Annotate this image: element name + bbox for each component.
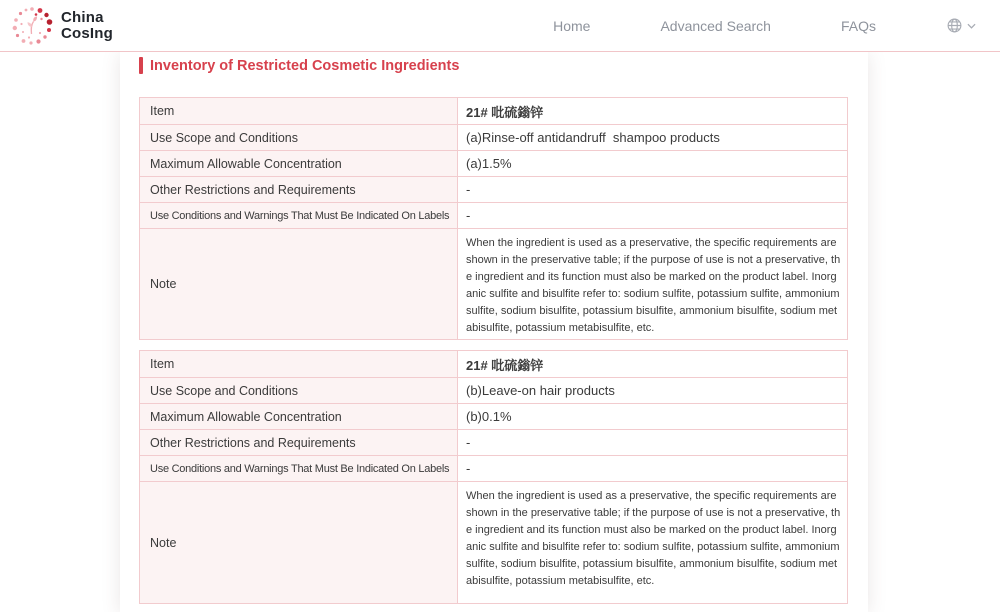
- use-scope-label: Use Scope and Conditions: [140, 125, 458, 150]
- table-row-other-restrictions: [140, 176, 847, 202]
- table-row-warnings: [140, 455, 847, 481]
- use-scope-value: (a)Rinse-off antidandruff shampoo products: [466, 130, 720, 145]
- max-concentration-value: (b)0.1%: [466, 409, 512, 424]
- other-restrictions-label: Other Restrictions and Requirements: [140, 430, 458, 455]
- logo-text-line1: China: [61, 8, 104, 26]
- table-row-item: [140, 351, 847, 377]
- ingredient-table-b: [139, 350, 848, 604]
- table-row-max-concentration: [140, 403, 847, 429]
- max-concentration-label: Maximum Allowable Concentration: [140, 404, 458, 429]
- warnings-value: -: [466, 461, 471, 476]
- table-row-use-scope: [140, 377, 847, 403]
- top-navbar: [0, 0, 1000, 52]
- main-navigation: [553, 17, 1000, 34]
- note-value: When the ingredient is used as a preservative, the specific requirements are shown in the preservative table; if the purpose of use is not a preservative, the ingredient and its function must also be marked on the product label. Inorganic sulfite and bisulfite refer to: sodium sulfite, potassium sulfite, ammonium sulfite, sodium bisulfite, potassium bisulfite, ammonium bisulfite, sodium metabisulfite, potassium metabisulfite, etc.: [466, 237, 843, 334]
- table-row-note: [140, 228, 847, 339]
- warnings-value: -: [466, 208, 471, 223]
- logo-text-line2: CosIng: [61, 24, 114, 42]
- item-value: 21# 吡硫鎓锌: [466, 104, 544, 120]
- table-row-max-concentration: [140, 150, 847, 176]
- globe-icon: [946, 17, 963, 34]
- table-row-use-scope: [140, 124, 847, 150]
- use-scope-value: (b)Leave-on hair products: [466, 383, 615, 398]
- warnings-label: Use Conditions and Warnings That Must Be Indicated On Labels: [140, 203, 458, 228]
- table-row-item: [140, 98, 847, 124]
- note-label: Note: [140, 229, 458, 339]
- table-row-warnings: [140, 202, 847, 228]
- other-restrictions-value: -: [466, 182, 471, 197]
- table-row-note: [140, 481, 847, 603]
- max-concentration-value: (a)1.5%: [466, 156, 512, 171]
- nav-advanced-search[interactable]: Advanced Search: [660, 17, 771, 34]
- ingredient-table-a: [139, 97, 848, 340]
- other-restrictions-label: Other Restrictions and Requirements: [140, 177, 458, 202]
- site-logo[interactable]: [10, 4, 113, 48]
- content-card: [120, 52, 868, 612]
- page-title: [139, 57, 459, 74]
- language-selector[interactable]: [946, 17, 976, 34]
- table-row-other-restrictions: [140, 429, 847, 455]
- nav-home[interactable]: Home: [553, 17, 591, 34]
- use-scope-label: Use Scope and Conditions: [140, 378, 458, 403]
- note-value: When the ingredient is used as a preservative, the specific requirements are shown in the preservative table; if the purpose of use is not a preservative, the ingredient and its function must also be marked on the product label. Inorganic sulfite and bisulfite refer to: sodium sulfite, potassium sulfite, ammonium sulfite, sodium bisulfite, potassium bisulfite, ammonium bisulfite, sodium metabisulfite, potassium metabisulfite, etc.: [466, 490, 843, 587]
- other-restrictions-value: -: [466, 435, 471, 450]
- warnings-label: Use Conditions and Warnings That Must Be Indicated On Labels: [140, 456, 458, 481]
- title-accent-bar: [139, 57, 143, 74]
- note-label: Note: [140, 482, 458, 603]
- item-label: Item: [140, 98, 458, 124]
- max-concentration-label: Maximum Allowable Concentration: [140, 151, 458, 176]
- chevron-down-icon: [967, 23, 976, 29]
- item-label: Item: [140, 351, 458, 377]
- nav-faqs[interactable]: FAQs: [840, 17, 876, 34]
- item-value: 21# 吡硫鎓锌: [466, 357, 544, 373]
- logo-dots-icon: [10, 4, 54, 48]
- page-title-text: Inventory of Restricted Cosmetic Ingredients: [150, 57, 460, 74]
- logo-wordmark: [61, 10, 113, 42]
